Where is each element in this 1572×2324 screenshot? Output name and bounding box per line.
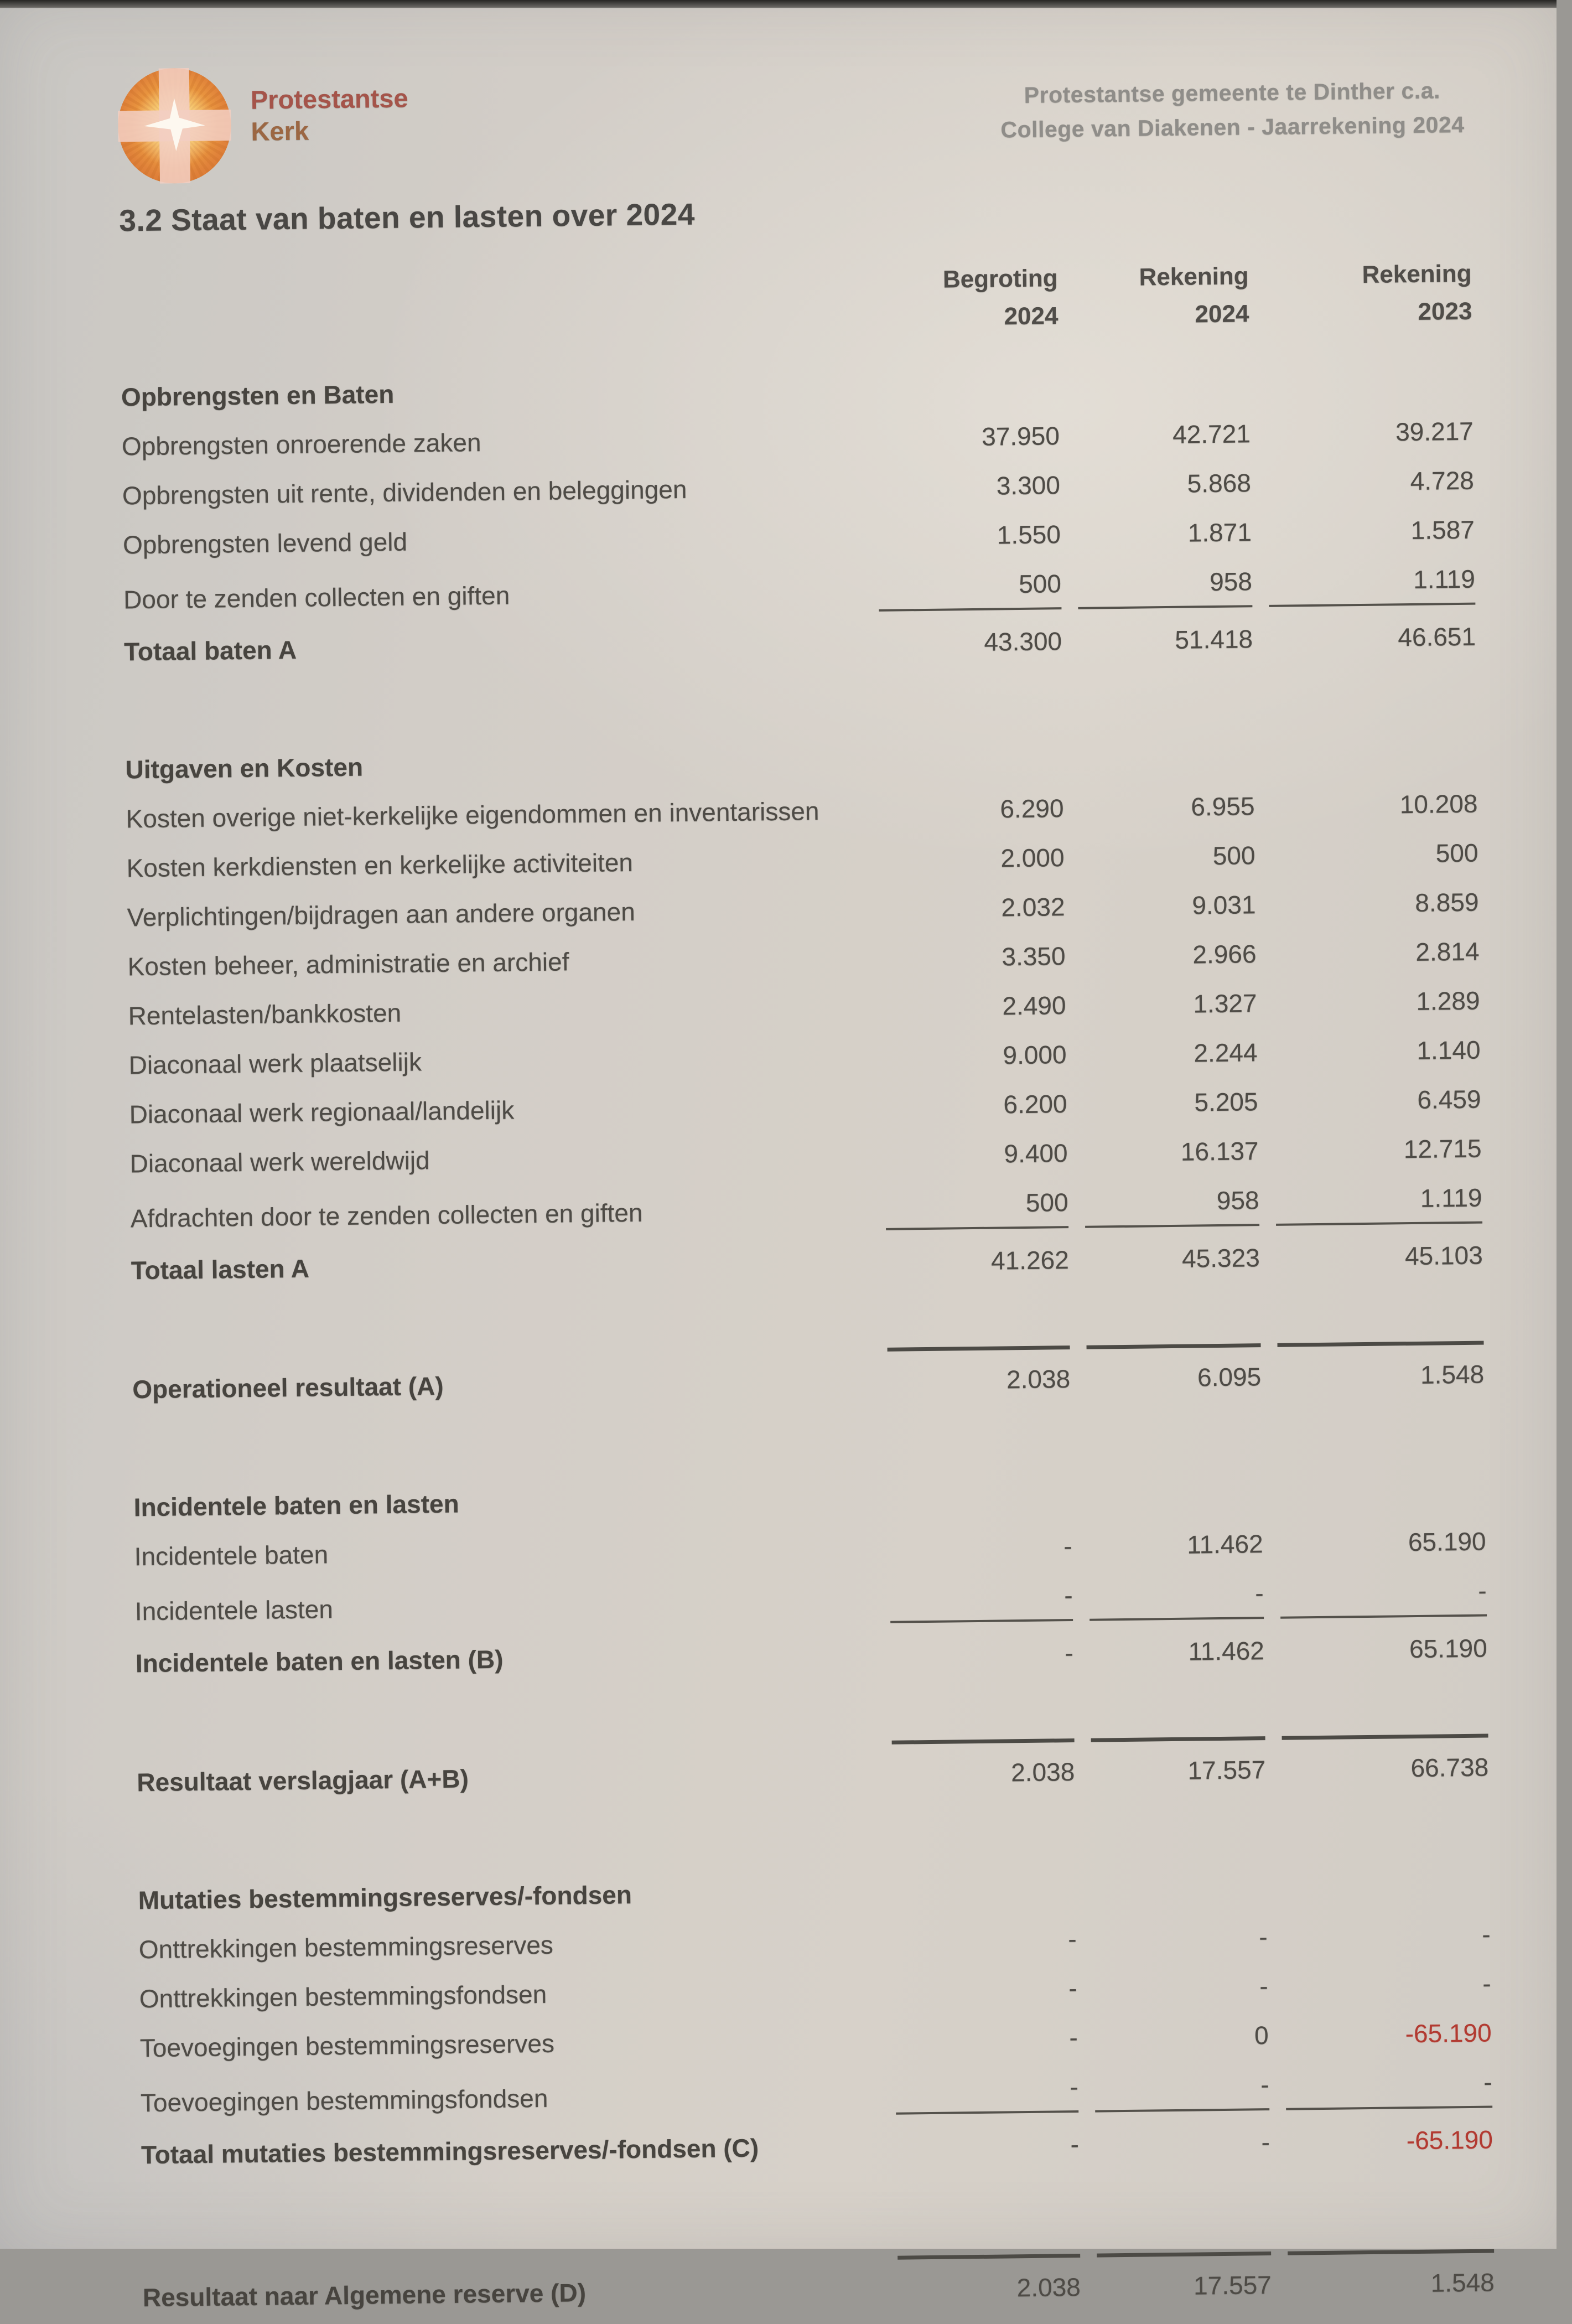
total-rule (888, 1345, 1070, 1352)
row-label: Incidentele baten (134, 1540, 329, 1571)
cell-begroting-2024: 43.300 (984, 627, 1062, 657)
row-label: Incidentele baten en lasten (B) (135, 1644, 504, 1678)
total-rule (1288, 2249, 1494, 2255)
cell-rekening-2023: 2.814 (1415, 936, 1480, 966)
cell-rekening-2023: 39.217 (1395, 417, 1474, 447)
row-label: Operationeel resultaat (A) (132, 1371, 444, 1404)
total-rule (1282, 1734, 1488, 1740)
cell-rekening-2024: 2.244 (1194, 1038, 1258, 1068)
cell-begroting-2024: - (1063, 1531, 1072, 1561)
page-title: 3.2 Staat van baten en lasten over 2024 (119, 196, 696, 238)
cell-rekening-2023 (1270, 754, 1477, 757)
cell-rekening-2023: 4.728 (1410, 466, 1475, 496)
cell-begroting-2024: 3.350 (1002, 941, 1066, 971)
row-label: Incidentele baten en lasten (133, 1489, 459, 1522)
cell-rekening-2024: - (1259, 1971, 1268, 2001)
cell-begroting-2024: - (890, 1580, 1073, 1623)
cell-begroting-2024 (876, 387, 1059, 389)
cell-begroting-2024: - (895, 2072, 1078, 2115)
cell-rekening-2023: 1.289 (1416, 986, 1480, 1016)
cell-rekening-2023: 1.119 (1275, 1182, 1482, 1225)
row-label: Incidentele lasten (134, 1595, 334, 1626)
cell-rekening-2023: 1.587 (1410, 515, 1475, 545)
logo-wordmark-line1: Protestantse (250, 83, 408, 115)
cell-rekening-2024: 11.462 (1187, 1529, 1263, 1559)
cell-rekening-2023: - (1482, 1969, 1491, 1998)
church-logo (117, 65, 409, 184)
cell-rekening-2024: 500 (1212, 841, 1255, 870)
cell-rekening-2023: -65.190 (1405, 2018, 1492, 2048)
cell-rekening-2024: 17.557 (1187, 1755, 1266, 1785)
row-label: Door te zenden collecten en giften (123, 581, 510, 614)
organisation-header (1000, 74, 1464, 147)
cell-begroting-2024: 37.950 (981, 421, 1060, 452)
cell-rekening-2023: 500 (1435, 838, 1478, 868)
cell-rekening-2024: 2.966 (1192, 939, 1257, 969)
row-label: Onttrekkingen bestemmingsfondsen (139, 1979, 547, 2014)
cell-rekening-2024: 5.205 (1194, 1087, 1258, 1117)
organisation-name: Protestantse gemeente te Dinther c.a. (1024, 77, 1441, 108)
total-rule (1278, 1341, 1484, 1347)
row-label: Diaconaal werk wereldwijd (129, 1146, 430, 1178)
row-label: Kosten beheer, administratie en archief (127, 947, 569, 981)
cell-rekening-2023 (1267, 382, 1473, 384)
total-rule (1097, 2251, 1271, 2258)
cell-rekening-2024: - (1261, 2127, 1270, 2157)
cell-begroting-2024: 3.300 (996, 470, 1061, 500)
cell-rekening-2023: 66.738 (1410, 1752, 1489, 1783)
cell-rekening-2023: 10.208 (1399, 789, 1478, 819)
cell-rekening-2023: 8.859 (1415, 887, 1479, 917)
col-header-rekening-2024: Rekening 2024 (1139, 262, 1249, 328)
col-header-rekening-2023: Rekening 2023 (1362, 260, 1472, 325)
cell-begroting-2024: 2.490 (1002, 990, 1066, 1021)
cell-rekening-2024: 17.557 (1193, 2270, 1272, 2301)
cell-begroting-2024: 2.038 (1010, 1757, 1075, 1787)
cell-rekening-2023: 6.459 (1417, 1084, 1481, 1114)
cell-rekening-2023: 45.103 (1404, 1240, 1483, 1271)
cell-begroting-2024: 500 (879, 569, 1062, 612)
row-label: Kosten overige niet-kerkelijke eigendommen en inventarissen (126, 796, 819, 834)
row-label: Resultaat verslagjaar (A+B) (137, 1764, 469, 1797)
logo-wordmark-line2: Kerk (251, 116, 309, 147)
cell-begroting-2024: 41.262 (990, 1245, 1070, 1275)
cell-rekening-2024: 5.868 (1187, 468, 1252, 498)
column-headers (120, 255, 1472, 346)
row-label: Mutaties bestemmingsreserves/-fondsen (138, 1880, 632, 1915)
cell-rekening-2023: 1.548 (1430, 2268, 1495, 2298)
row-label: Opbrengsten onroerende zaken (121, 428, 481, 461)
row-label: Diaconaal werk plaatselijk (128, 1047, 422, 1080)
cell-begroting-2024: - (1065, 1638, 1074, 1668)
cell-rekening-2024: 6.955 (1191, 791, 1255, 821)
cell-begroting-2024: 6.290 (1000, 794, 1064, 824)
sunburst-cross-logo-icon (117, 68, 231, 184)
cell-begroting-2024 (889, 1497, 1072, 1499)
cell-rekening-2023 (1279, 1492, 1486, 1494)
cell-begroting-2024: 2.038 (1006, 1364, 1071, 1394)
table-body (121, 336, 1495, 2322)
cell-begroting-2024 (881, 759, 1063, 761)
cell-rekening-2023: 1.548 (1420, 1359, 1485, 1390)
row-label: Verplichtingen/bijdragen aan andere organen (127, 897, 636, 932)
cell-rekening-2024 (1093, 1887, 1267, 1890)
cell-rekening-2023: 1.140 (1417, 1035, 1481, 1065)
cell-rekening-2024: 958 (1085, 1185, 1259, 1228)
row-label: Totaal lasten A (131, 1254, 310, 1285)
cell-begroting-2024: - (1070, 2129, 1080, 2159)
cell-begroting-2024: - (1069, 2022, 1078, 2052)
cell-rekening-2024: 16.137 (1180, 1136, 1259, 1166)
cell-begroting-2024: 500 (885, 1187, 1068, 1230)
row-label: Totaal mutaties bestemmingsreserves/-fondsen (C) (141, 2133, 759, 2170)
cell-rekening-2024: 11.462 (1188, 1635, 1265, 1666)
cell-rekening-2023: - (1285, 2067, 1492, 2110)
row-label: Diaconaal werk regionaal/landelijk (129, 1095, 515, 1129)
cell-begroting-2024: 1.550 (997, 520, 1061, 550)
row-label: Rentelasten/bankkosten (128, 998, 402, 1031)
cell-rekening-2023: 46.651 (1398, 622, 1476, 652)
cell-rekening-2024: 51.418 (1175, 624, 1253, 655)
row-label: Kosten kerkdiensten en kerkelijke activiteiten (126, 847, 634, 883)
cell-rekening-2024: 9.031 (1192, 890, 1256, 920)
report-subtitle: College van Diakenen - Jaarrekening 2024 (1000, 111, 1465, 142)
cell-begroting-2024 (894, 1890, 1076, 1892)
total-rule (1087, 1344, 1261, 1350)
cell-begroting-2024: - (1068, 1924, 1077, 1954)
col-header-begroting-2024: Begroting 2024 (942, 265, 1059, 330)
cell-rekening-2024: - (1089, 1578, 1264, 1621)
cell-begroting-2024: 9.400 (1004, 1138, 1068, 1168)
cell-rekening-2024: 6.095 (1197, 1362, 1262, 1392)
cell-rekening-2024: 1.327 (1193, 988, 1257, 1018)
row-label: Opbrengsten levend geld (122, 527, 408, 560)
row-label: Opbrengsten uit rente, dividenden en beleggingen (122, 475, 687, 510)
cell-begroting-2024: 9.000 (1003, 1039, 1067, 1070)
row-label: Resultaat naar Algemene reserve (D) (142, 2278, 587, 2312)
total-rule (892, 1738, 1075, 1745)
cell-rekening-2023: 12.715 (1403, 1133, 1482, 1164)
cell-rekening-2024 (1080, 757, 1254, 759)
cell-rekening-2024: 958 (1078, 567, 1253, 610)
total-rule (1091, 1736, 1265, 1742)
cell-rekening-2023: 65.190 (1408, 1526, 1486, 1557)
cell-rekening-2024 (1088, 1494, 1263, 1497)
cell-begroting-2024: 2.038 (1016, 2273, 1081, 2302)
cell-rekening-2024: 45.323 (1181, 1243, 1260, 1273)
cell-rekening-2023: -65.190 (1406, 2125, 1493, 2155)
total-rule (897, 2254, 1080, 2260)
cell-begroting-2024: 2.000 (1000, 843, 1065, 873)
cell-rekening-2024 (1076, 385, 1250, 387)
row-label: Opbrengsten en Baten (121, 380, 395, 412)
cell-rekening-2023: - (1280, 1575, 1487, 1618)
row-label: Toevoegingen bestemmingsfondsen (140, 2083, 548, 2118)
cell-rekening-2024: 1.871 (1187, 517, 1252, 547)
row-label: Afdrachten door te zenden collecten en giften (130, 1198, 643, 1233)
row-label: Toevoegingen bestemmingsreserves (139, 2028, 555, 2063)
logo-wordmark (251, 82, 409, 147)
page-header (0, 53, 1548, 185)
column-header-spacer (120, 299, 859, 308)
financial-table (120, 255, 1495, 2322)
cell-rekening-2023: 1.119 (1269, 564, 1476, 607)
cell-begroting-2024: - (1068, 1973, 1077, 2003)
row-spacer (142, 2164, 1494, 2250)
cell-rekening-2023: 65.190 (1409, 1633, 1488, 1664)
cell-rekening-2024: - (1259, 1922, 1268, 1952)
cell-begroting-2024: 2.032 (1001, 892, 1065, 922)
row-label: Uitgaven en Kosten (125, 752, 364, 784)
row-label: Totaal baten A (123, 635, 297, 666)
cell-rekening-2024: 42.721 (1172, 419, 1251, 449)
cell-rekening-2023 (1284, 1885, 1490, 1887)
cell-rekening-2023: - (1482, 1919, 1491, 1949)
cell-rekening-2024: - (1094, 2069, 1269, 2113)
cell-rekening-2024: 0 (1254, 2020, 1269, 2050)
row-label: Onttrekkingen bestemmingsreserves (138, 1930, 554, 1964)
cell-begroting-2024: 6.200 (1003, 1089, 1067, 1119)
